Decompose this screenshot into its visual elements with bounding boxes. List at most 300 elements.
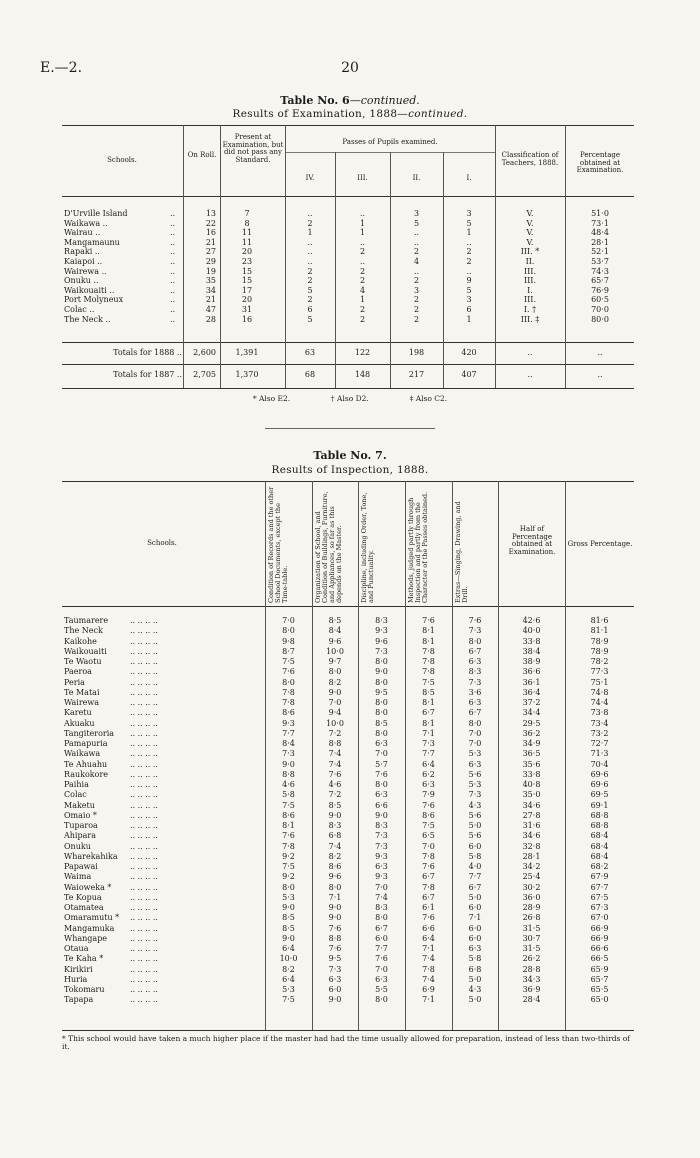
t7-cell-half: 40·8 [522,780,541,789]
t6-cell-roll: 47 [205,305,216,314]
t7-cell-meth: 6·4 [422,759,435,769]
t7-cell-meth: 7·4 [422,974,435,984]
t7-cell-disc: 5·5 [375,985,388,994]
t7-row-dots: .. .. .. .. [130,687,158,697]
t7-cell-disc: 9·5 [375,687,388,697]
t6-total-roll: 2,600 [193,348,216,357]
t6-head-schools: Schools. [107,156,137,164]
t7-cell-meth: 6·5 [422,831,435,841]
t6-cell-iii: 1 [359,228,366,238]
t6-cell-iv: 2 [307,266,313,276]
t7-cell-gross: 73·2 [590,728,609,738]
t7-cell-half: 28·8 [522,964,541,974]
t6-cell-iii: 2 [359,305,366,314]
t7-cell-meth: 8·1 [422,718,435,728]
t7-cell-disc: 7·0 [375,749,388,759]
t7-school-name: Paeroa [64,667,92,677]
t7-cell-gross: 67·0 [590,913,609,923]
t7-cell-half: 34·3 [522,974,541,984]
t6-cell-iv: .. [307,209,313,218]
t6-cell-pct: 76·9 [591,285,609,295]
t7-school-name: Pamapuria [64,739,108,748]
t6-total-label: Totals for 1888 .. [113,348,182,357]
t7-school-name: Onuku [64,841,91,851]
t6-cell-present: 11 [241,237,253,247]
t7-cell-half: 27·8 [522,810,541,820]
t7-cell-half: 36·6 [522,667,541,677]
t7-row-dots: .. .. .. .. [130,646,158,656]
t6-school-name: Mangamaunu [64,237,120,247]
t7-school-name: Papawai [64,862,98,871]
t7-cell-half: 31·5 [522,923,541,933]
t6-cell-i: .. [466,237,472,247]
t7-cell-ext: 6·0 [468,841,482,851]
t6-total-ii: 198 [408,348,425,357]
t6-cell-ii: .. [413,228,420,238]
section-separator [265,428,435,429]
table6-subtitle [0,108,700,120]
t7-cell-rec: 8·0 [282,882,295,892]
t7-cell-org: 7·3 [328,964,342,974]
t7-cell-meth: 6·7 [422,872,435,882]
t7-cell-gross: 68·8 [590,821,609,830]
t7-school-name: Te Kopua [64,892,102,902]
t7-cell-meth: 7·6 [422,800,435,810]
t7-cell-ext: 6·7 [468,882,482,892]
t7-cell-rec: 8·1 [282,821,295,830]
t6-head-i: I. [466,174,472,182]
t7-cell-rec: 8·4 [282,739,295,748]
t6-head-passes: Passes of Pupils examined. [342,138,438,146]
t7-row-dots: .. .. .. .. [130,769,158,779]
t7-cell-gross: 68·2 [590,862,609,871]
t7-cell-disc: 8·0 [375,708,388,718]
t7-cell-gross: 69·6 [590,769,609,779]
t7-cell-org: 8·5 [328,616,342,625]
t7-cell-half: 36·5 [522,749,541,759]
t7-cell-half: 37·2 [522,698,541,707]
t7-cell-gross: 68·4 [590,851,609,861]
t7-cell-org: 9·6 [328,872,342,882]
t6-cell-iii: .. [359,237,366,247]
t7-cell-meth: 8·1 [422,636,435,646]
t7-cell-org: 9·0 [328,913,342,923]
t7-row-dots: .. .. .. .. [130,677,158,687]
t6-head-roll: On Roll. [187,151,217,159]
t7-cell-meth: 7·6 [422,862,435,871]
t6-cell-i: 1 [466,228,472,238]
t6-cell-pct: 74·3 [591,266,609,276]
t7-head-records: Condition of Records and the other School Documents, except the Time-table. [267,486,289,603]
t7-cell-rec: 8·2 [282,964,295,974]
t7-cell-rec: 9·2 [282,851,295,861]
t7-cell-gross: 71·3 [590,749,609,759]
t6-total-iii: 148 [354,370,371,379]
t6-cell-i: 9 [466,276,472,286]
t7-cell-half: 31·5 [522,944,541,953]
t6-cell-i: 6 [466,305,472,314]
t6-cell-roll: 21 [205,295,216,305]
t7-cell-half: 30·7 [522,933,541,943]
t7-cell-half: 42·6 [522,616,541,625]
t7-cell-half: 36·9 [522,985,541,994]
t7-cell-disc: 8·3 [375,903,388,912]
t6-cell-pct: 80·0 [591,314,609,324]
t6-cell-pct: 60·5 [591,295,609,305]
t7-cell-meth: 7·8 [422,646,435,656]
t7-cell-ext: 7·0 [468,728,482,738]
t7-cell-org: 8·2 [328,677,342,687]
t6-row-dots: .. [170,209,176,218]
t7-head-disc: Discipline, including Order, Tone, and Punctuality. [360,492,375,603]
t7-cell-half: 33·8 [522,769,541,779]
t6-total-present: 1,391 [235,348,259,357]
t7-cell-rec: 10·0 [279,954,298,964]
t7-cell-ext: 5·8 [468,851,482,861]
t6-cell-ii: 3 [413,285,420,295]
table7-title: Table No. 7. [313,449,387,462]
t7-cell-disc: 7·0 [375,964,388,974]
t6-cell-cls: V. [526,228,534,238]
t7-cell-disc: 8·3 [375,821,388,830]
t7-cell-disc: 7·6 [375,769,388,779]
t7-cell-meth: 8·1 [422,626,435,636]
t7-cell-rec: 7·3 [282,749,295,759]
t7-cell-rec: 9·2 [282,872,295,882]
t7-cell-org: 10·0 [326,718,344,728]
t7-school-name: Peria [64,677,85,687]
t6-cell-iii: 2 [359,276,366,286]
t7-cell-rec: 4·6 [282,780,295,789]
t7-school-name: Tapapa [64,995,94,1005]
t7-cell-org: 6·8 [328,831,342,841]
t7-cell-rec: 8·0 [282,677,295,687]
t6-cell-iii: 1 [359,295,366,305]
t6-cell-roll: 29 [205,257,216,266]
t6-cell-i: 2 [466,257,472,266]
t6-school-name: Rapaki .. [64,247,100,257]
t6-head-iv: IV. [305,174,315,182]
t7-row-dots: .. .. .. .. [130,718,158,728]
t7-cell-disc: 8·0 [375,780,388,789]
t7-school-name: Te Waotu [64,657,102,666]
t7-row-dots: .. .. .. .. [130,616,158,625]
t7-row-dots: .. .. .. .. [130,780,158,789]
t7-cell-half: 34·4 [522,708,541,718]
t6-cell-roll: 35 [205,276,216,286]
t7-row-dots: .. .. .. .. [130,862,158,871]
t7-cell-org: 9·0 [328,903,342,912]
t7-cell-gross: 75·1 [590,677,609,687]
t6-total-pct: .. [597,348,603,357]
t6-cell-i: .. [466,266,472,276]
t7-cell-disc: 8·0 [375,913,388,923]
t7-cell-disc: 9·0 [375,667,388,677]
t7-cell-rec: 7·8 [282,841,295,851]
t6-cell-pct: 65·7 [591,276,609,286]
t7-head-half: Half of Percentage obtained at Examination. [508,525,556,556]
t6-total-iv: 63 [304,348,316,357]
t7-cell-disc: 7·3 [375,841,388,851]
t7-cell-meth: 7·6 [422,913,435,923]
t7-cell-rec: 5·8 [282,790,295,800]
t7-cell-half: 28·4 [522,995,541,1005]
t7-cell-org: 9·0 [328,687,342,697]
t6-head-iii: III. [357,174,368,182]
t6-cell-ii: 2 [413,247,420,257]
t7-cell-ext: 6·0 [468,903,482,912]
t6-footnotes [0,395,700,403]
t7-cell-half: 38·4 [522,646,541,656]
t7-cell-rec: 6·4 [282,974,295,984]
t7-cell-ext: 4·3 [468,800,482,810]
t7-school-name: Te Matai [64,687,100,697]
t6-cell-pct: 70·0 [591,305,609,314]
t7-row-dots: .. .. .. .. [130,698,158,707]
t7-cell-org: 7·6 [328,944,342,953]
t7-school-name: Kaikohe [64,636,97,646]
t6-cell-cls: III. * [520,247,540,257]
t6-total-present: 1,370 [235,370,259,379]
t6-cell-cls: I. † [523,305,537,314]
t7-cell-half: 38·9 [522,657,541,666]
t7-row-dots: .. .. .. .. [130,636,158,646]
t7-cell-meth: 7·8 [422,964,435,974]
t7-cell-org: 9·5 [328,954,342,964]
t6-row-dots: .. [170,237,176,247]
t7-cell-half: 35·0 [522,790,541,800]
t7-cell-org: 7·2 [328,728,342,738]
t6-cell-i: 2 [466,247,472,257]
t6-cell-pct: 73·1 [591,218,609,228]
t6-cell-pct: 52·1 [591,247,609,257]
t6-cell-roll: 34 [205,285,216,295]
t7-row-dots: .. .. .. .. [130,749,158,759]
t7-cell-meth: 6·9 [422,985,435,994]
t7-cell-half: 40·0 [522,626,541,636]
t7-cell-disc: 7·3 [375,646,388,656]
t7-row-dots: .. .. .. .. [130,892,158,902]
t7-cell-org: 8·3 [328,821,342,830]
t7-row-dots: .. .. .. .. [130,851,158,861]
t7-cell-ext: 6·0 [468,923,482,933]
t7-row-dots: .. .. .. .. [130,800,158,810]
t7-school-name: Mangamuka [64,923,115,933]
t7-row-dots: .. .. .. .. [130,831,158,841]
t7-cell-meth: 7·1 [422,995,435,1005]
t7-cell-gross: 66·9 [590,923,609,933]
t7-row-dots: .. .. .. .. [130,790,158,800]
t7-cell-org: 7·6 [328,923,342,933]
t7-cell-ext: 6·3 [468,657,482,666]
t7-cell-disc: 6·7 [375,923,388,933]
t7-cell-rec: 9·8 [282,636,295,646]
t7-cell-rec: 8·5 [282,923,295,933]
t6-cell-iv: 6 [307,305,313,314]
t7-cell-meth: 7·4 [422,954,435,964]
t6-cell-cls: III. ‡ [520,314,540,324]
t6-row-dots: .. [170,295,176,305]
t7-cell-meth: 7·9 [422,790,435,800]
t6-footnote-1: * Also E2. [252,394,291,403]
t7-cell-gross: 66·9 [590,933,609,943]
t7-cell-org: 9·0 [328,995,342,1005]
t7-cell-rec: 8·6 [282,708,295,718]
t6-cell-iii: .. [359,209,366,218]
t7-cell-half: 30·2 [522,882,541,892]
t7-cell-rec: 5·3 [282,892,295,902]
t7-cell-half: 32·8 [522,841,541,851]
t7-school-name: Whangape [64,933,108,943]
t7-cell-rec: 6·4 [282,944,295,953]
t7-cell-ext: 6·3 [468,698,482,707]
t7-cell-rec: 8·8 [282,769,295,779]
t7-cell-meth: 6·7 [422,708,435,718]
t7-school-name: Huria [64,974,88,984]
t6-school-name: D'Urville Island [64,209,128,218]
t7-cell-meth: 7·5 [422,677,435,687]
table7-subtitle: Results of Inspection, 1888. [271,464,429,476]
t7-cell-ext: 7·7 [468,872,482,882]
t7-cell-rec: 9·0 [282,903,295,912]
t7-school-name: Ahipara [64,831,96,841]
t7-cell-disc: 8·5 [375,718,388,728]
t6-row-dots: .. [170,266,176,276]
t7-cell-gross: 67·5 [590,892,609,902]
t7-cell-disc: 7·4 [375,892,388,902]
t6-cell-ii: 4 [413,257,420,266]
t7-cell-gross: 72·7 [590,739,609,748]
t7-cell-disc: 5·7 [375,759,388,769]
t7-cell-meth: 6·7 [422,892,435,902]
t7-cell-org: 9·6 [328,636,342,646]
t7-row-dots: .. .. .. .. [130,810,158,820]
t7-cell-gross: 68·8 [590,810,609,820]
t7-cell-half: 36·1 [522,677,541,687]
t6-cell-present: 20 [241,247,253,257]
t6-cell-roll: 28 [205,314,216,324]
t7-cell-ext: 5·6 [468,831,482,841]
t7-cell-gross: 73·4 [590,718,609,728]
t7-row-dots: .. .. .. .. [130,903,158,912]
t7-school-name: Kirikiri [64,964,93,974]
t7-cell-disc: 6·6 [375,800,388,810]
t7-cell-gross: 66·5 [590,954,609,964]
t7-cell-half: 28·1 [522,851,541,861]
t7-school-name: Wairewa [64,698,100,707]
t7-cell-half: 26·2 [522,954,541,964]
t7-head-extras: Extras—Singing, Drawing, and Drill. [454,501,469,603]
t6-cell-cls: III. [523,276,537,286]
t6-total-cls: .. [527,348,533,357]
t7-cell-half: 35·6 [522,759,541,769]
t6-cell-present: 15 [241,266,253,276]
t7-cell-gross: 66·6 [590,944,609,953]
t6-cell-iii: .. [359,257,366,266]
t7-cell-meth: 7·1 [422,944,435,953]
t6-cell-iii: 2 [359,266,366,276]
t7-school-name: Waikawa [64,749,101,759]
t7-cell-half: 36·4 [522,687,541,697]
t7-cell-gross: 68·4 [590,841,609,851]
t6-cell-roll: 13 [205,209,216,218]
t7-cell-gross: 65·7 [590,974,609,984]
t7-row-dots: .. .. .. .. [130,821,158,830]
t6-cell-cls: I. [527,285,533,295]
t7-cell-ext: 5·6 [468,769,482,779]
t7-school-name: The Neck [64,626,103,636]
t7-school-name: Otaua [64,944,89,953]
t7-cell-rec: 7·6 [282,831,295,841]
t7-row-dots: .. .. .. .. [130,667,158,677]
t6-cell-pct: 53·7 [591,257,609,266]
t7-school-name: Waima [64,872,92,882]
t6-school-name: Port Molyneux [64,295,124,305]
t7-cell-ext: 6·0 [468,933,482,943]
t6-row-dots: .. [170,247,176,257]
t7-cell-org: 7·6 [328,769,342,779]
t6-head-present: Present at Examination, but did not pass any Standard. [222,133,284,164]
t7-cell-org: 8·6 [328,862,342,871]
table6-title-main: Table No. 6 [280,94,350,107]
t6-cell-iv: .. [307,237,313,247]
t7-cell-ext: 8·0 [468,636,482,646]
t6-total-roll: 2,705 [193,370,216,379]
t6-footnote-3: ‡ Also C2. [409,394,448,403]
t6-cell-ii: 2 [413,305,420,314]
t6-cell-i: 3 [466,209,472,218]
t6-cell-iii: 2 [359,314,366,324]
t7-cell-rec: 7·5 [282,862,295,871]
t7-cell-ext: 4·3 [468,985,482,994]
t7-school-name: Waikouaiti [64,646,107,656]
t7-cell-rec: 8·0 [282,626,295,636]
t6-head-ii: II. [412,174,421,182]
t7-school-name: Otamatea [64,903,104,912]
t7-cell-ext: 5·0 [468,974,482,984]
t6-cell-pct: 51·0 [591,209,609,218]
t7-cell-meth: 6·6 [422,923,435,933]
table6-subtitle-main: Results of Examination, 1888— [232,108,409,120]
t7-cell-disc: 6·3 [375,862,388,871]
t7-cell-meth: 8·1 [422,698,435,707]
t7-cell-disc: 8·0 [375,995,388,1005]
t6-cell-iv: 5 [307,285,313,295]
t7-cell-ext: 5·3 [468,749,482,759]
t6-cell-roll: 21 [205,237,216,247]
t7-cell-disc: 8·0 [375,728,388,738]
t7-cell-disc: 7·6 [375,954,388,964]
t6-row-dots: .. [170,285,176,295]
t6-school-name: Waikouaiti .. [64,285,115,295]
t7-cell-ext: 5·0 [468,995,482,1005]
t6-cell-cls: V. [526,209,534,218]
t6-total-i: 420 [461,348,477,357]
t7-cell-ext: 5·3 [468,780,482,789]
t7-cell-disc: 6·3 [375,739,388,748]
t7-school-name: Karetu [64,708,92,718]
t7-cell-org: 8·8 [328,739,342,748]
t7-cell-half: 36·0 [522,892,541,902]
table6-subtitle-cont: continued. [408,108,468,120]
t7-footnote: * This school would have taken a much higher place if the master had had the time usually allowed for preparation, instead of less than two-thirds of it. [62,1034,631,1051]
t7-cell-disc: 6·3 [375,974,388,984]
t7-cell-ext: 7·3 [468,677,482,687]
t7-head-schools: Schools. [147,539,177,547]
t7-cell-gross: 74·4 [590,698,609,707]
t6-cell-present: 16 [241,314,253,324]
t6-cell-ii: 2 [413,276,420,286]
